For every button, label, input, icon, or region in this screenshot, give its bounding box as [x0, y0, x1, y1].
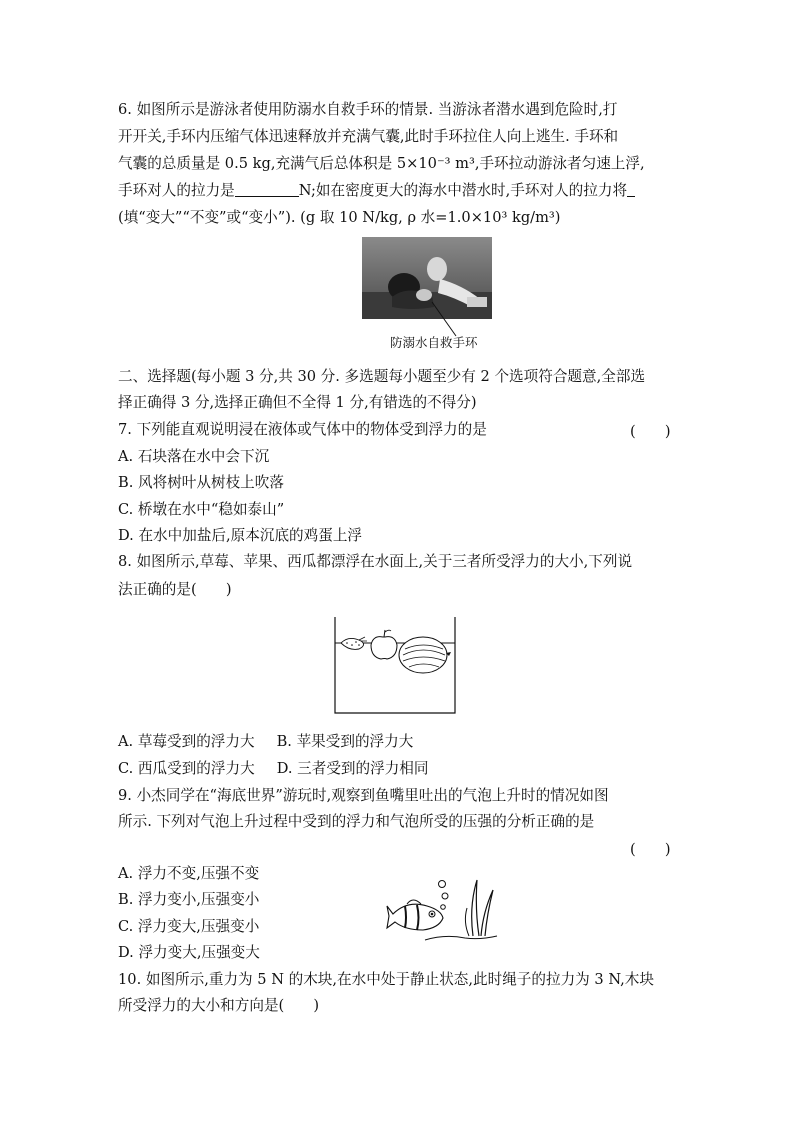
q8-option-c: C. 西瓜受到的浮力大	[118, 760, 255, 777]
section2-heading-line-1: 二、选择题(每小题 3 分,共 30 分. 多选题每小题至少有 2 个选项符合题意,全部选	[118, 368, 646, 385]
q7-option-c: C. 桥墩在水中“稳如泰山”	[118, 501, 285, 518]
q6-line-5: (填“变大”“不变”或“变小”). (g 取 10 N/kg, ρ 水=1.0×10³ kg/m³)	[118, 209, 561, 226]
q9-option-d: D. 浮力变大,压强变大	[118, 944, 260, 961]
q7-answer-paren[interactable]: ( )	[630, 423, 671, 440]
q6-line-2: 开开关,手环内压缩气体迅速释放并充满气囊,此时手环拉住人向上逃生. 手环和	[118, 128, 619, 145]
figure-caption: 防溺水自救手环	[390, 335, 478, 350]
section2-heading-line-2: 择正确得 3 分,选择正确但不全得 1 分,有错选的不得分)	[118, 394, 477, 411]
q7-option-a: A. 石块落在水中会下沉	[118, 448, 270, 465]
q6-line-4-part-a: 手环对人的拉力是	[118, 182, 235, 199]
q7-option-b: B. 风将树叶从树枝上吹落	[118, 474, 284, 491]
q8-options-row-1	[118, 732, 413, 752]
q10-line-2: 所受浮力的大小和方向是( )	[118, 997, 320, 1014]
q9-option-a: A. 浮力不变,压强不变	[118, 865, 260, 882]
q8-option-d: D. 三者受到的浮力相同	[276, 760, 429, 777]
fish-bubbles-figure	[385, 876, 500, 944]
q8-line-2: 法正确的是( )	[118, 581, 232, 598]
floating-fruits-figure	[333, 615, 458, 715]
q7-option-d: D. 在水中加盐后,原本沉底的鸡蛋上浮	[118, 527, 363, 544]
answer-blank-2[interactable]	[627, 182, 635, 197]
q6-line-4	[118, 181, 635, 201]
q9-option-c: C. 浮力变大,压强变小	[118, 918, 260, 935]
q8-line-1: 8. 如图所示,草莓、苹果、西瓜都漂浮在水面上,关于三者所受浮力的大小,下列说	[118, 553, 633, 570]
q7-stem: 7. 下列能直观说明浸在液体或气体中的物体受到浮力的是	[118, 421, 487, 438]
q6-line-4-part-b: N;如在密度更大的海水中潜水时,手环对人的拉力将	[298, 182, 628, 199]
q9-line-2: 所示. 下列对气泡上升过程中受到的浮力和气泡所受的压强的分析正确的是	[118, 813, 595, 830]
swimmer-photo	[362, 237, 492, 319]
answer-blank-1[interactable]	[235, 182, 299, 197]
q9-answer-paren[interactable]: ( )	[630, 841, 671, 858]
q8-option-a: A. 草莓受到的浮力大	[118, 733, 255, 750]
q9-line-1: 9. 小杰同学在“海底世界”游玩时,观察到鱼嘴里吐出的气泡上升时的情况如图	[118, 787, 609, 804]
q8-option-b: B. 苹果受到的浮力大	[276, 733, 414, 750]
q8-options-row-2	[118, 759, 429, 779]
q6-line-1: 6. 如图所示是游泳者使用防溺水自救手环的情景. 当游泳者潜水遇到危险时,打	[118, 101, 618, 118]
q9-option-b: B. 浮力变小,压强变小	[118, 891, 260, 908]
q10-line-1: 10. 如图所示,重力为 5 N 的木块,在水中处于静止状态,此时绳子的拉力为 3 N,木块	[118, 971, 654, 988]
q6-line-3: 气囊的总质量是 0.5 kg,充满气后总体积是 5×10⁻³ m³,手环拉动游泳者匀速上浮,	[118, 155, 645, 172]
